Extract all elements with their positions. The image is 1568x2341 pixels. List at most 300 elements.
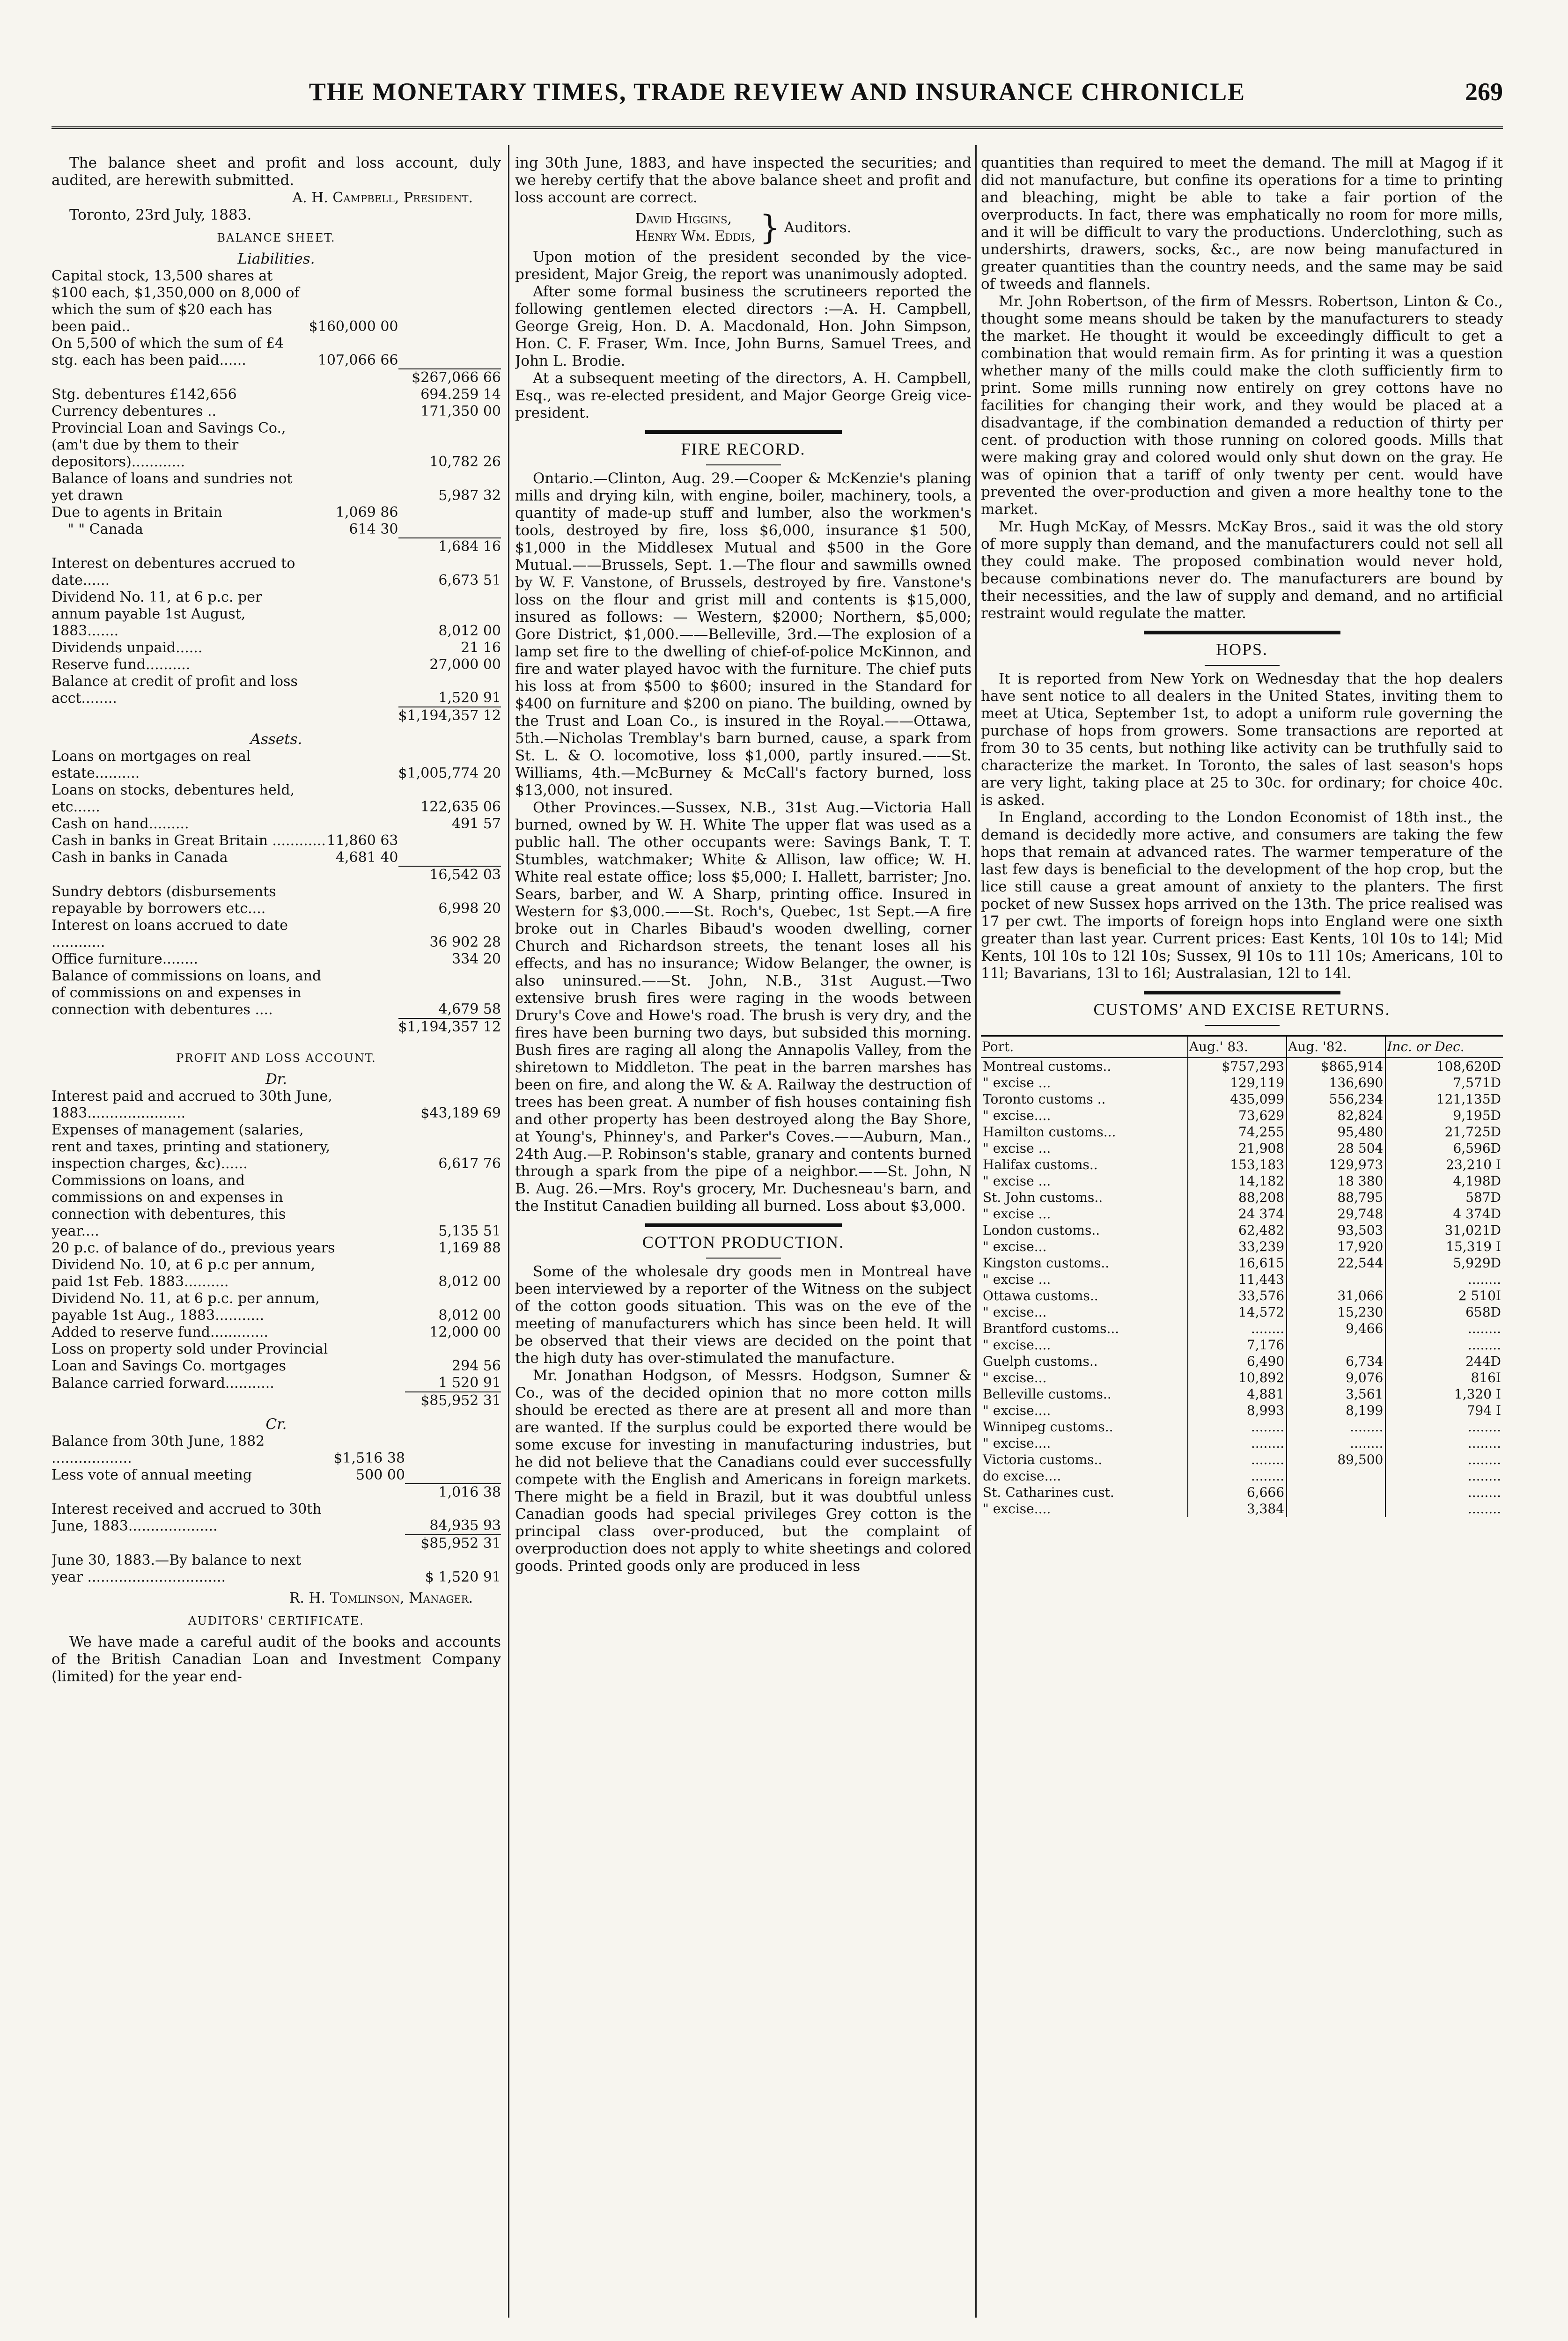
inner-amount bbox=[309, 640, 398, 656]
port-name: do excise.... bbox=[983, 1468, 1061, 1484]
port-name: " excise.... bbox=[983, 1337, 1051, 1353]
customs-value: 62,482 bbox=[1188, 1222, 1287, 1238]
port-name: " excise.... bbox=[983, 1436, 1051, 1451]
port-name: London customs.. bbox=[983, 1222, 1100, 1238]
line-item-label: Dividend No. 11, at 6 p.c. per annum payable 1st August, 1883....... bbox=[52, 589, 262, 639]
liabilities-table bbox=[52, 268, 501, 724]
line-item-label: Cash in banks in Great Britain ............ bbox=[52, 832, 326, 849]
customs-value: ........ bbox=[1385, 1337, 1503, 1353]
customs-row bbox=[981, 1107, 1503, 1124]
outer-amount bbox=[398, 268, 501, 335]
customs-row bbox=[981, 1451, 1503, 1468]
customs-row bbox=[981, 1353, 1503, 1369]
outer-amount: $ 1,520 91 bbox=[425, 1569, 501, 1585]
heading-rule bbox=[706, 464, 781, 465]
port-name: Winnipeg customs.. bbox=[983, 1419, 1113, 1435]
customs-value: 14,572 bbox=[1188, 1304, 1287, 1320]
inner-amount: $160,000 00 bbox=[309, 318, 398, 335]
debit-row bbox=[52, 1341, 501, 1375]
customs-value: 24 374 bbox=[1188, 1206, 1287, 1222]
customs-row bbox=[981, 1402, 1503, 1419]
liability-row bbox=[52, 369, 501, 386]
inner-amount bbox=[309, 673, 398, 707]
assets-heading: Assets. bbox=[250, 731, 302, 748]
port-name: Halifax customs.. bbox=[983, 1157, 1098, 1172]
president-signature: A. H. Campbell, President. bbox=[292, 190, 473, 206]
customs-value: 121,135D bbox=[1385, 1091, 1503, 1107]
column-rule-2 bbox=[975, 145, 977, 2318]
customs-row bbox=[981, 1222, 1503, 1238]
line-item-label: Expenses of management (salaries, rent and taxes, printing and stationery, inspection charges, &c)...... bbox=[52, 1122, 331, 1172]
port-name: Guelph customs.. bbox=[983, 1354, 1098, 1369]
auditors-certificate-text: We have made a careful audit of the books and accounts of the British Canadian Loan and Investment Company (limited) for the year end- bbox=[52, 1634, 501, 1685]
customs-value: 93,503 bbox=[1287, 1222, 1385, 1238]
customs-row bbox=[981, 1075, 1503, 1091]
report-intro: The balance sheet and profit and loss account, duly audited, are herewith submitted. bbox=[52, 155, 501, 189]
customs-row bbox=[981, 1206, 1503, 1222]
customs-value: 9,466 bbox=[1287, 1320, 1385, 1337]
customs-value: 4,198D bbox=[1385, 1173, 1503, 1189]
inner-amount bbox=[327, 816, 398, 832]
customs-value bbox=[1287, 1337, 1385, 1353]
asset-row bbox=[52, 849, 501, 866]
line-item-label: Balance at credit of profit and loss acct........ bbox=[52, 673, 298, 707]
customs-value: 23,210 I bbox=[1385, 1156, 1503, 1173]
customs-value: $757,293 bbox=[1188, 1058, 1287, 1075]
line-item-label: Dividends unpaid...... bbox=[52, 640, 203, 656]
line-item-label bbox=[52, 1484, 333, 1501]
line-item-label bbox=[52, 707, 309, 724]
hops-paragraph-1: It is reported from New York on Wednesday that the hop dealers have sent notice to all dealers in the United States, inviting them to meet at Utica, September 1st, to adopt a uniform rule governing the purchase of hops from growers. Some transactions are reported at from 30 to 35 cents, but nothing like activity can be truthfully said to characterize the market. In Toronto, the sales of last season's hops are very light, taking place at 25 to 30c. for ordinary; for choice 40c. is asked. bbox=[981, 670, 1503, 809]
port-name: Toronto customs .. bbox=[983, 1091, 1106, 1107]
liability-row bbox=[52, 504, 501, 521]
debit-row bbox=[52, 1375, 501, 1392]
liability-row bbox=[52, 335, 501, 369]
inner-amount bbox=[337, 1375, 405, 1392]
balance-sheet-heading: BALANCE SHEET. bbox=[217, 231, 336, 244]
inner-amount bbox=[309, 589, 398, 640]
customs-value: ........ bbox=[1188, 1419, 1287, 1435]
customs-value bbox=[1287, 1501, 1385, 1517]
port-name: Kingston customs.. bbox=[983, 1255, 1110, 1271]
customs-value: 9,195D bbox=[1385, 1107, 1503, 1124]
directors-paragraph: At a subsequent meeting of the directors, A. H. Campbell, Esq., was re-elected president, and Major George Greig vice-president. bbox=[515, 370, 972, 421]
customs-row bbox=[981, 1156, 1503, 1173]
line-item-label bbox=[52, 369, 309, 386]
debit-row bbox=[52, 1257, 501, 1290]
customs-value: 82,824 bbox=[1287, 1107, 1385, 1124]
line-item-label: Commissions on loans, and commissions on and expenses in connection with debentures, this year.... bbox=[52, 1172, 286, 1239]
column-3 bbox=[981, 155, 1503, 2318]
inner-amount bbox=[327, 968, 398, 1018]
customs-row bbox=[981, 1337, 1503, 1353]
customs-value: 22,544 bbox=[1287, 1255, 1385, 1271]
auditors-label: Auditors. bbox=[784, 219, 852, 236]
customs-value: 33,239 bbox=[1188, 1238, 1287, 1255]
line-item-label: Balance carried forward........... bbox=[52, 1375, 274, 1391]
customs-value: 816I bbox=[1385, 1369, 1503, 1386]
port-name: St. John customs.. bbox=[983, 1190, 1103, 1205]
customs-value: 1,320 I bbox=[1385, 1386, 1503, 1402]
asset-row bbox=[52, 832, 501, 849]
customs-value: 2 510I bbox=[1385, 1288, 1503, 1304]
outer-amount: $267,066 66 bbox=[398, 369, 501, 386]
customs-row bbox=[981, 1140, 1503, 1156]
customs-value: 9,076 bbox=[1287, 1369, 1385, 1386]
line-item-label: Loans on stocks, debentures held, etc...... bbox=[52, 782, 295, 815]
customs-row bbox=[981, 1320, 1503, 1337]
customs-value: ........ bbox=[1188, 1320, 1287, 1337]
section-rule bbox=[1144, 991, 1340, 994]
customs-value: ........ bbox=[1188, 1451, 1287, 1468]
line-item-label: Balance from 30th June, 1882 .................. bbox=[52, 1433, 265, 1466]
line-item-label: Balance of commissions on loans, and of commissions on and expenses in connection with debentures .... bbox=[52, 968, 322, 1018]
outer-amount: 4,679 58 bbox=[438, 1001, 501, 1017]
inner-amount: 4,681 40 bbox=[335, 849, 398, 866]
customs-value: 11,443 bbox=[1188, 1271, 1287, 1288]
customs-value: 15,319 I bbox=[1385, 1238, 1503, 1255]
line-item-label bbox=[52, 1535, 333, 1552]
inner-amount bbox=[337, 1392, 405, 1409]
header-rule bbox=[52, 126, 1503, 129]
debit-row bbox=[52, 1290, 501, 1324]
customs-value: 17,920 bbox=[1287, 1238, 1385, 1255]
asset-row bbox=[52, 968, 501, 1018]
outer-amount bbox=[398, 832, 501, 849]
line-item-label: 20 p.c. of balance of do., previous years bbox=[52, 1240, 335, 1256]
inner-amount bbox=[333, 1552, 405, 1586]
line-item-label: Interest on loans accrued to date ............ bbox=[52, 917, 288, 950]
port-name: " excise... bbox=[983, 1370, 1047, 1385]
inner-amount bbox=[337, 1172, 405, 1240]
customs-value: 73,629 bbox=[1188, 1107, 1287, 1124]
credit-row bbox=[52, 1467, 501, 1484]
customs-value: 14,182 bbox=[1188, 1173, 1287, 1189]
brace-glyph: } bbox=[759, 208, 780, 247]
section-rule bbox=[645, 430, 842, 434]
outer-amount: 1,684 16 bbox=[398, 538, 501, 555]
customs-value: ........ bbox=[1385, 1501, 1503, 1517]
inner-amount bbox=[309, 538, 398, 555]
auditor-name-2: Henry Wm. Eddis, bbox=[635, 228, 756, 244]
certificate-continued: ing 30th June, 1883, and have inspected the securities; and we hereby certify that the above balance sheet and profit and loss account are correct. bbox=[515, 155, 972, 206]
port-name: " excise... bbox=[983, 1304, 1047, 1320]
customs-value: 74,255 bbox=[1188, 1124, 1287, 1140]
hops-heading: HOPS. bbox=[1215, 640, 1268, 659]
inner-amount bbox=[309, 656, 398, 673]
customs-value: 95,480 bbox=[1287, 1124, 1385, 1140]
outer-amount: 6,673 51 bbox=[438, 572, 501, 589]
customs-value: 6,734 bbox=[1287, 1353, 1385, 1369]
profit-loss-heading: PROFIT AND LOSS ACCOUNT. bbox=[176, 1052, 376, 1065]
customs-row bbox=[981, 1288, 1503, 1304]
outer-amount bbox=[405, 1433, 501, 1467]
customs-value: 16,615 bbox=[1188, 1255, 1287, 1271]
customs-column-header: Port. bbox=[981, 1036, 1188, 1058]
port-name: St. Catharines cust. bbox=[983, 1485, 1114, 1500]
line-item-label: Provincial Loan and Savings Co., (am't due by them to their depositors)............ bbox=[52, 420, 286, 470]
outer-amount: $85,952 31 bbox=[405, 1392, 501, 1409]
asset-row bbox=[52, 917, 501, 951]
running-head bbox=[52, 77, 1503, 115]
line-item-label: Loans on mortgages on real estate.......... bbox=[52, 748, 251, 781]
outer-amount: $1,194,357 12 bbox=[398, 1019, 501, 1035]
section-rule bbox=[1144, 631, 1340, 634]
customs-value bbox=[1287, 1468, 1385, 1484]
inner-amount bbox=[309, 386, 398, 403]
customs-value: 18 380 bbox=[1287, 1173, 1385, 1189]
port-name: " excise.... bbox=[983, 1501, 1051, 1516]
line-item-label: Added to reserve fund............. bbox=[52, 1324, 268, 1340]
line-item-label bbox=[52, 866, 327, 883]
customs-row bbox=[981, 1271, 1503, 1288]
customs-row bbox=[981, 1369, 1503, 1386]
scrutineers-paragraph: After some formal business the scrutineers reported the following gentlemen elected directors :—A. H. Campbell, George Greig, Hon. D. A. Macdonald, Hon. John Simpson, Hon. C. F. Fraser, Wm. Ince, John Burns, Samuel Trees, and John L. Brodie. bbox=[515, 283, 972, 369]
customs-row bbox=[981, 1419, 1503, 1435]
debit-heading: Dr. bbox=[265, 1071, 287, 1088]
inner-amount bbox=[327, 748, 398, 782]
auditors-certificate-heading: AUDITORS' CERTIFICATE. bbox=[188, 1614, 364, 1627]
inner-amount bbox=[309, 369, 398, 386]
port-name: " excise ... bbox=[983, 1272, 1051, 1287]
fire-ontario-paragraph: Ontario.—Clinton, Aug. 29.—Cooper & McKenzie's planing mills and drying kiln, with engine, boiler, machinery, tools, a quantity of made-up stuff and lumber, also the workmen's tools, destroyed by fire, loss $6,000, insurance $1 500, $1,000 in the Middlesex Mutual and $500 in the Gore Mutual.——Brussels, Sept. 1.—The flour and sawmills owned by W. F. Vanstone, of Brussels, destroyed by fire. Vanstone's loss on the flour and grist mill and contents is $15,000, insured as follows: — Western, $2000; Northern, $5,000; Gore District, $1,000.——Belleville, 3rd.—The explosion of a lamp set fire to the dwelling of chief-of-police McKinnon, and fire and water played havoc with the furniture. The chief puts his loss at from $500 to $600; insured in the Standard for $400 on furniture and $200 on piano. The building, owned by the Trust and Loan Co., is insured in the Royal.——Ottawa, 5th.—Nicholas Tremblay's barn burned, cause, a spark from St. L. & O. locomotive, loss $1,000, partly insured.——St. Williams, 4th.—McBurney & McCall's factory burned, loss $13,000, not insured. bbox=[515, 470, 972, 799]
customs-value: ........ bbox=[1385, 1468, 1503, 1484]
customs-value: 136,690 bbox=[1287, 1075, 1385, 1091]
liability-row bbox=[52, 268, 501, 335]
cotton-paragraph-4: Mr. John Robertson, of the firm of Messrs. Robertson, Linton & Co., thought some means should be taken by the manufacturers to steady the market. He thought it would be exceedingly difficult to get a combination that would remain firm. As for printing it was a question whether many of the mills could make the cloth sufficiently firm to print. Some mills running now entirely on grey cottons have no facilities for changing their work, and they would be placed at a disadvantage, if the combination demanded a reduction of thirty per cent. of production with those running on colored goods. Mills that were making gray and colored would only shut down on the gray. He was of opinion that a tariff of only twenty per cent. would have prevented the over-production and given a more healthy tone to the market. bbox=[981, 293, 1503, 518]
line-item-label: Interest paid and accrued to 30th June, 1883...................... bbox=[52, 1088, 332, 1121]
credit-row bbox=[52, 1552, 501, 1586]
asset-row bbox=[52, 883, 501, 917]
debit-row bbox=[52, 1240, 501, 1257]
heading-rule bbox=[1205, 665, 1280, 666]
liability-row bbox=[52, 471, 501, 504]
port-name: " excise.... bbox=[983, 1108, 1051, 1123]
port-name: " excise ... bbox=[983, 1141, 1051, 1156]
customs-value: 129,119 bbox=[1188, 1075, 1287, 1091]
asset-row bbox=[52, 866, 501, 883]
customs-value: 794 I bbox=[1385, 1402, 1503, 1419]
credits-table bbox=[52, 1433, 501, 1586]
customs-column-header: Aug.' 83. bbox=[1188, 1036, 1287, 1058]
line-item-label: Cash in banks in Canada bbox=[52, 849, 228, 866]
line-item-label: Capital stock, 13,500 shares at $100 each, $1,350,000 on 8,000 of which the sum of $20 each has been paid.. bbox=[52, 268, 300, 335]
customs-row bbox=[981, 1255, 1503, 1271]
credit-heading: Cr. bbox=[265, 1416, 287, 1433]
credit-row bbox=[52, 1535, 501, 1552]
customs-row bbox=[981, 1501, 1503, 1517]
cotton-paragraph-1: Some of the wholesale dry goods men in Montreal have been interviewed by a reporter of the Witness on the subject of the cotton goods situation. This was on the eve of the meeting of manufacturers which has since been held. It will be observed that their views are decided on the point that the high duty has over-stimulated the manufacture. bbox=[515, 1263, 972, 1367]
customs-value: 5,929D bbox=[1385, 1255, 1503, 1271]
customs-row bbox=[981, 1386, 1503, 1402]
line-item-label: Sundry debtors (disbursements repayable by borrowers etc.... bbox=[52, 883, 276, 917]
auditor-name-1: David Higgins, bbox=[635, 211, 732, 227]
debit-row bbox=[52, 1088, 501, 1122]
port-name: Ottawa customs.. bbox=[983, 1288, 1098, 1303]
inner-amount bbox=[327, 1018, 398, 1036]
outer-amount bbox=[398, 521, 501, 538]
inner-amount bbox=[327, 883, 398, 917]
customs-column-header: Aug. '82. bbox=[1287, 1036, 1385, 1058]
asset-row bbox=[52, 782, 501, 816]
liability-row bbox=[52, 420, 501, 471]
port-name: Victoria customs.. bbox=[983, 1452, 1103, 1467]
line-item-label: Interest on debentures accrued to date...... bbox=[52, 555, 295, 589]
outer-amount: 5,135 51 bbox=[438, 1223, 501, 1239]
liability-row bbox=[52, 403, 501, 420]
inner-amount bbox=[327, 866, 398, 883]
customs-value bbox=[1287, 1484, 1385, 1501]
inner-amount bbox=[309, 707, 398, 724]
customs-value: 7,571D bbox=[1385, 1075, 1503, 1091]
outer-amount: 5,987 32 bbox=[438, 487, 501, 504]
line-item-label: " " Canada bbox=[67, 521, 143, 537]
customs-value: 6,666 bbox=[1188, 1484, 1287, 1501]
inner-amount bbox=[337, 1324, 405, 1341]
customs-row bbox=[981, 1468, 1503, 1484]
port-name: " excise ... bbox=[983, 1075, 1051, 1090]
column-2 bbox=[515, 155, 972, 2318]
credit-row bbox=[52, 1484, 501, 1501]
outer-amount: 8,012 00 bbox=[438, 1307, 501, 1324]
customs-returns-heading: CUSTOMS' AND EXCISE RETURNS. bbox=[1093, 1000, 1391, 1019]
customs-value: 8,199 bbox=[1287, 1402, 1385, 1419]
motion-paragraph: Upon motion of the president seconded by the vice-president, Major Greig, the report was unanimously adopted. bbox=[515, 249, 972, 283]
customs-value: 556,234 bbox=[1287, 1091, 1385, 1107]
customs-row bbox=[981, 1058, 1503, 1075]
customs-value: 21,908 bbox=[1188, 1140, 1287, 1156]
customs-value: 6,490 bbox=[1188, 1353, 1287, 1369]
customs-value: 29,748 bbox=[1287, 1206, 1385, 1222]
inner-amount: 1,069 86 bbox=[335, 504, 398, 521]
inner-amount bbox=[327, 951, 398, 968]
customs-value: 10,892 bbox=[1188, 1369, 1287, 1386]
customs-value: 88,795 bbox=[1287, 1189, 1385, 1206]
outer-amount: $85,952 31 bbox=[405, 1535, 501, 1552]
debit-row bbox=[52, 1324, 501, 1341]
liability-row bbox=[52, 707, 501, 724]
hops-paragraph-2: In England, according to the London Economist of 18th inst., the demand is decidedly more active, and consumers are taking the few hops that remain at advanced rates. The warmer temperature of the last few days is beneficial to the development of the hop crop, but the lice still cause a great amount of anxiety to the planters. The first pocket of new Sussex hops arrived on the 13th. The price realised was 17 per cwt. The imports of foreign hops into England were one sixth greater than last year. Current prices: East Kents, 10l 10s to 14l; Mid Kents, 10l 10s to 12l 10s; Sussex, 9l 10s to 11l 10s; Americans, 10l to 11l; Bavarians, 13l to 16l; Australasian, 12l to 14l. bbox=[981, 809, 1503, 982]
credit-row bbox=[52, 1501, 501, 1535]
cotton-paragraph-2: Mr. Jonathan Hodgson, of Messrs. Hodgson, Sumner & Co., was of the decided opinion that no more cotton mills should be erected as there are at present all and more than are wanted. If the surplus could be exported there would be some excuse for investing in manufacturing industries, but he did not believe that the Canadians could ever successfully compete with the English and Americans in foreign markets. There might be a field in Brazil, but it was doubtful unless Canadian goods had special privileges Grey cotton is the principal class over-produced, but the complaint of overproduction does not apply to white sheetings and colored goods. Printed goods only are produced in less bbox=[515, 1367, 972, 1575]
customs-value: 587D bbox=[1385, 1189, 1503, 1206]
outer-amount: $43,189 69 bbox=[420, 1105, 501, 1121]
liability-row bbox=[52, 640, 501, 656]
asset-row bbox=[52, 748, 501, 782]
outer-amount: 8,012 00 bbox=[438, 623, 501, 639]
liabilities-heading: Liabilities. bbox=[237, 250, 315, 267]
liability-row bbox=[52, 538, 501, 555]
cotton-paragraph-5: Mr. Hugh McKay, of Messrs. McKay Bros., said it was the old story of more supply than demand, and the manufacturers could not sell all they could make. The proposed combination would never hold, because combinations never do. The manufacturers are bound by their necessities, and the law of supply and demand, and no artificial restraint would regulate the matter. bbox=[981, 518, 1503, 622]
customs-value: 6,596D bbox=[1385, 1140, 1503, 1156]
customs-row bbox=[981, 1304, 1503, 1320]
customs-value: 435,099 bbox=[1188, 1091, 1287, 1107]
port-name: " excise ... bbox=[983, 1173, 1051, 1189]
customs-value: 89,500 bbox=[1287, 1451, 1385, 1468]
auditors-signatures bbox=[515, 210, 972, 245]
inner-amount: $1,516 38 bbox=[333, 1450, 405, 1466]
outer-amount: $1,194,357 12 bbox=[398, 707, 501, 724]
customs-value: 31,021D bbox=[1385, 1222, 1503, 1238]
customs-value: ........ bbox=[1385, 1435, 1503, 1451]
outer-amount: 1,169 88 bbox=[438, 1240, 501, 1256]
customs-value: 33,576 bbox=[1188, 1288, 1287, 1304]
line-item-label: Office furniture........ bbox=[52, 951, 199, 967]
line-item-label bbox=[52, 1392, 337, 1409]
debit-row bbox=[52, 1122, 501, 1172]
customs-value: 658D bbox=[1385, 1304, 1503, 1320]
fire-record-heading: FIRE RECORD. bbox=[681, 440, 806, 458]
outer-amount bbox=[398, 504, 501, 521]
liability-row bbox=[52, 589, 501, 640]
customs-value: $865,914 bbox=[1287, 1058, 1385, 1075]
customs-value: 4,881 bbox=[1188, 1386, 1287, 1402]
asset-row bbox=[52, 816, 501, 832]
port-name: " excise ... bbox=[983, 1206, 1051, 1222]
inner-amount bbox=[327, 917, 398, 951]
liability-row bbox=[52, 673, 501, 707]
outer-amount: 21 16 bbox=[461, 640, 501, 656]
outer-amount: 122,635 06 bbox=[420, 799, 501, 815]
fire-other-provinces-paragraph: Other Provinces.—Sussex, N.B., 31st Aug.—Victoria Hall burned, owned by W. H. White The upper flat was used as a public hall. The other occupants were: Savings Bank, T. T. Stumbles, watchmaker; White & Allison, law office; W. H. White real estate office; loss $5,000; I. Hallett, barrister; Jno. Sears, barber, and W. A Sharp, printing office. Insured in Western for $3,000.——St. Roch's, Quebec, 1st Sept.—A fire broke out in Charles Bibaud's wooden dwelling, corner Church and Richardson streets, the tenant loses all his effects, and has no insurance; Widow Belanger, the owner, is also uninsured.——St. John, N.B., 31st August.—Two extensive brush fires were raging in the woods between Drury's Cove and Howe's road. The brush is very dry, and the fires have been burning two days, but subsided this morning. Bush fires are raging all along the Annapolis Valley, from the shiretown to Middleton. The peat in the barren marshes has been on fire, and along the W. & A. Railway the destruction of trees has been great. A number of fish houses containing fish and other property has been destroyed along the Bay Shore, at Young's, Phinney's, and Parker's Coves.——Auburn, Man., 24th Aug.—P. Robinson's stable, granary and contents burned through a spark from the pipe of a neighbor.——St. John, N B. Aug. 26.—Mrs. Roy's grocery, Mr. Duchesneau's barn, and the Institut Canadien building all burned. Loss about $3,000. bbox=[515, 799, 972, 1215]
inner-amount bbox=[309, 471, 398, 504]
customs-row bbox=[981, 1238, 1503, 1255]
liability-row bbox=[52, 656, 501, 673]
outer-amount bbox=[405, 1467, 501, 1484]
outer-amount: 334 20 bbox=[452, 951, 501, 967]
masthead-title: THE MONETARY TIMES, TRADE REVIEW AND INSURANCE CHRONICLE bbox=[309, 78, 1246, 106]
customs-value: ........ bbox=[1385, 1320, 1503, 1337]
customs-value: 21,725D bbox=[1385, 1124, 1503, 1140]
liability-row bbox=[52, 386, 501, 403]
line-item-label bbox=[52, 538, 309, 555]
inner-amount bbox=[337, 1122, 405, 1172]
line-item-label: Loss on property sold under Provincial Loan and Savings Co. mortgages bbox=[52, 1341, 328, 1374]
inner-amount bbox=[337, 1257, 405, 1290]
inner-amount bbox=[337, 1341, 405, 1375]
inner-amount bbox=[333, 1535, 405, 1552]
customs-value: ........ bbox=[1385, 1451, 1503, 1468]
page-number: 269 bbox=[1465, 78, 1503, 106]
customs-row bbox=[981, 1091, 1503, 1107]
inner-amount bbox=[327, 782, 398, 816]
customs-value: ........ bbox=[1385, 1419, 1503, 1435]
customs-row bbox=[981, 1189, 1503, 1206]
customs-value: ........ bbox=[1287, 1435, 1385, 1451]
asset-row bbox=[52, 951, 501, 968]
cotton-production-heading: COTTON PRODUCTION. bbox=[642, 1233, 845, 1251]
debit-row bbox=[52, 1392, 501, 1409]
liability-row bbox=[52, 555, 501, 589]
customs-value: 129,973 bbox=[1287, 1156, 1385, 1173]
line-item-label: On 5,500 of which the sum of £4 stg. each has been paid...... bbox=[52, 335, 284, 368]
customs-value: 3,561 bbox=[1287, 1386, 1385, 1402]
inner-amount bbox=[333, 1501, 405, 1535]
column-rule-1 bbox=[508, 145, 509, 2318]
assets-table bbox=[52, 748, 501, 1036]
port-name: Brantford customs... bbox=[983, 1321, 1119, 1336]
customs-row bbox=[981, 1124, 1503, 1140]
inner-amount bbox=[333, 1484, 405, 1501]
outer-amount: 171,350 00 bbox=[420, 403, 501, 420]
customs-value: ........ bbox=[1385, 1271, 1503, 1288]
line-item-label: Balance of loans and sundries not yet drawn bbox=[52, 471, 293, 504]
outer-amount: 6,998 20 bbox=[438, 900, 501, 917]
credit-row bbox=[52, 1433, 501, 1467]
outer-amount: 294 56 bbox=[452, 1358, 501, 1374]
inner-amount bbox=[309, 403, 398, 420]
line-item-label: Dividend No. 10, at 6 p.c per annum, paid 1st Feb. 1883.......... bbox=[52, 1257, 316, 1290]
